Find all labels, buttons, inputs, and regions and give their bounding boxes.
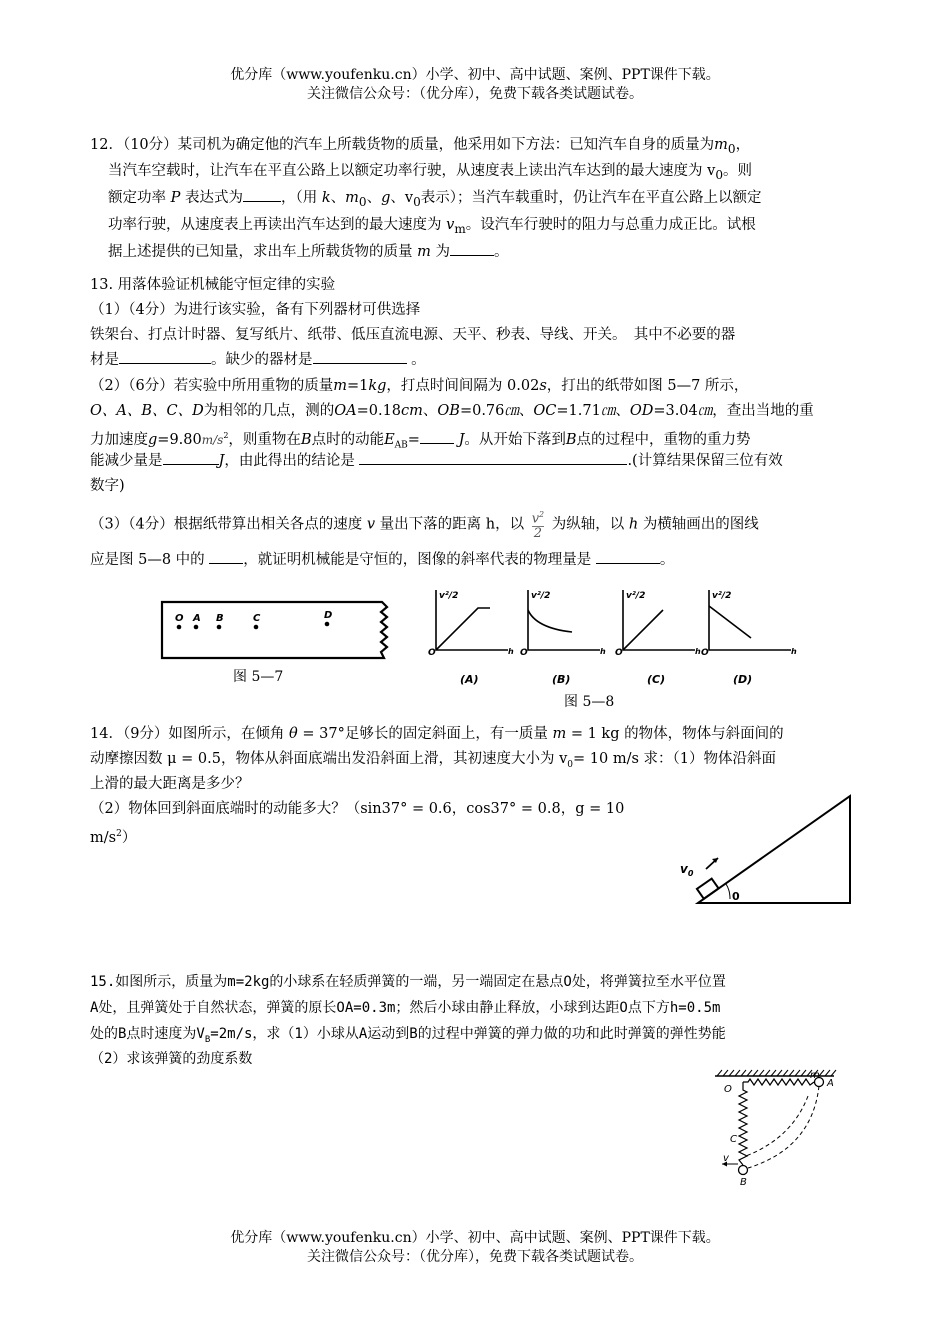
ceiling-hatch [729, 1070, 734, 1076]
q13-part-2-line-2: O、A、B、C、D为相邻的几点，测的OA=0.18cm、OB=0.76㎝、OC=1.71㎝、OD=3.04㎝，查出当地的重 [90, 403, 814, 419]
q13-equipment-blanks: 材是 。缺少的器材是 。 [90, 347, 862, 373]
graph-d-curve [709, 606, 751, 638]
graph-c-origin: O [615, 648, 623, 658]
graph-c-ylabel: v²/2 [626, 591, 646, 601]
q12-line-4: 功率行驶，从速度表上再读出汽车达到的最大速度为 $v_m$。设汽车行驶时的阻力与总重力成正比。试根 [108, 217, 756, 236]
ceiling-hatch [825, 1070, 830, 1076]
q15-line-4: （2）求该弹簧的劲度系数 [90, 1051, 253, 1067]
ceiling-hatch [831, 1070, 836, 1076]
tape-label-d: D [324, 610, 333, 621]
graph-d-origin: O [701, 648, 709, 658]
figure-incline [676, 794, 856, 906]
page-footer [0, 1229, 950, 1267]
answer-blank[interactable] [243, 186, 281, 202]
q13-part-1: （1）（4分）为进行该实验，备有下列器材可供选择 [90, 302, 421, 318]
ceiling-hatch [783, 1070, 788, 1076]
q13-part-2-line-3: 力加速度$g=9.80m/s^2$，则重物在B点时的动能$E_{AB}= J$。从开始下落到B点的过程中，重物的重力势 [90, 423, 862, 459]
graph-b-ylabel: v²/2 [531, 591, 551, 601]
figure-5-7-caption: 图 5—7 [233, 669, 284, 685]
trajectory-outer [748, 1086, 819, 1168]
q15-line-3: 处的B点时速度为$V_B=2m/s$，求（1）小球从A运动到B的过程中弹簧的弹力做的功和此时弹簧的弹性势能 [90, 1026, 726, 1045]
graph-c-letter: (C) [647, 673, 666, 686]
answer-blank[interactable] [596, 548, 660, 564]
q15-line-2: A处，且弹簧处于自然状态，弹簧的原长OA=0.3m；然后小球由静止释放，小球到达距O点下方h=0.5m [90, 1000, 721, 1016]
figure-spring-pendulum [712, 1068, 852, 1188]
tape-label-a: A [193, 613, 201, 624]
tape-dot-c [254, 625, 259, 630]
q15-line-1: 15.如图所示，质量为m=2kg的小球系在轻质弹簧的一端，另一端固定在悬点O处，将弹簧拉至水平位置 [90, 974, 726, 990]
graph-a [428, 590, 514, 686]
tape-dot-d [325, 622, 330, 627]
ceiling-hatch [735, 1070, 740, 1076]
graph-c [615, 590, 701, 686]
footer-line-2: 关注微信公众号：（优分库），免费下载各类试题试卷。 [307, 1249, 643, 1265]
tape-dot-a [194, 625, 199, 630]
graph-b-letter: (B) [552, 673, 571, 686]
label-b: B [740, 1177, 747, 1188]
answer-blank[interactable] [119, 348, 211, 364]
q13-part-2-line-4: 能减少量是 J，由此得出的结论是 .(计算结果保留三位有效 [90, 448, 862, 474]
q13-equipment-list: 铁架台、打点计时器、复写纸片、纸带、低压直流电源、天平、秒表、导线、开关。 其中不必要的器 [90, 327, 736, 343]
page-header [0, 66, 950, 104]
label-a: A [827, 1078, 834, 1089]
ceiling-hatch [759, 1070, 764, 1076]
q13-part-2-line-1: （2）（6分）若实验中所用重物的质量m=1kg，打点时间间隔为 0.02s，打出的纸带如图 5—7 所示， [90, 378, 749, 394]
q14-line-3: 上滑的最大距离是多少？ [90, 776, 250, 792]
tape-label-o: O [175, 613, 184, 624]
q13-part-2-line-5: 数字) [90, 478, 125, 494]
tape-dot-o [177, 625, 182, 630]
q14-line-4: （2）物体回到斜面底端时的动能多大？（sin37° = 0.6，cos37° = 0.8，g = 10 [90, 801, 625, 817]
ceiling-hatch [723, 1070, 728, 1076]
ceiling-hatch [717, 1070, 722, 1076]
ceiling-hatch [795, 1070, 800, 1076]
graph-b-xlabel: h [600, 647, 606, 656]
ball-at-b [739, 1166, 748, 1175]
ceiling-hatch [747, 1070, 752, 1076]
answer-blank[interactable] [420, 428, 454, 444]
ceiling-hatch [789, 1070, 794, 1076]
graph-b-curve [528, 610, 572, 632]
ceiling-hatch [741, 1070, 746, 1076]
tape-label-c: C [253, 613, 261, 624]
spring-horizontal [743, 1079, 814, 1085]
ceiling-hatch [801, 1070, 806, 1076]
ceiling-hatch [819, 1070, 824, 1076]
label-angle: 0 [732, 890, 740, 903]
graph-b [520, 590, 606, 686]
tape-label-b: B [216, 613, 224, 624]
footer-line-1: 优分库（www.youfenku.cn）小学、初中、高中试题、案例、PPT课件下载。 [230, 1230, 720, 1246]
ceiling-hatch [765, 1070, 770, 1076]
graph-a-letter: (A) [460, 673, 479, 686]
q13-part-3-line-2: 应是图 5—8 中的 ，就证明机械能是守恒的，图像的斜率代表的物理量是 。 [90, 547, 862, 573]
header-line-1: 优分库（www.youfenku.cn）小学、初中、高中试题、案例、PPT课件下载。 [230, 67, 720, 83]
graph-a-curve [436, 608, 490, 650]
q14-line-5: $m/s^2$） [90, 829, 137, 846]
figure-5-8-caption: 图 5—8 [564, 694, 615, 710]
fraction-v2-over-2: $\frac{v^2}{2}$ [531, 510, 545, 542]
graph-c-xlabel: h [695, 647, 701, 656]
q14-line-2: 动摩擦因数 μ = 0.5，物体从斜面底端出发沿斜面上滑，其初速度大小为 $v_0= 10$ m/s 求：（1）物体沿斜面 [90, 751, 776, 770]
answer-blank[interactable] [359, 449, 627, 465]
graph-d-xlabel: h [791, 647, 797, 656]
q12-line-2: 当汽车空载时，让汽车在平直公路上以额定功率行驶，从速度表上读出汽车达到的最大速度为 $v_0$。则 [108, 163, 752, 182]
tape-dot-b [217, 625, 222, 630]
figure-5-7-tape [160, 600, 396, 660]
label-c: C [730, 1134, 737, 1145]
graph-c-curve [623, 610, 663, 650]
spring-vertical [739, 1082, 747, 1165]
incline-block [697, 879, 719, 899]
graph-d-letter: (D) [733, 673, 753, 686]
q13-title: 13. 用落体验证机械能守恒定律的实验 [90, 277, 336, 293]
ceiling-hatch [753, 1070, 758, 1076]
answer-blank[interactable] [313, 348, 407, 364]
q13-part-3-line-1: （3）（4分）根据纸带算出相关各点的速度 v 量出下落的距离 h，以 $\frac{v^2}{2}$ 为纵轴，以 h 为横轴画出的图线 [90, 510, 759, 542]
graph-d [701, 590, 797, 686]
graph-b-origin: O [520, 648, 528, 658]
ceiling-hatch [771, 1070, 776, 1076]
header-line-2: 关注微信公众号：（优分库），免费下载各类试题试卷。 [307, 86, 643, 102]
answer-blank[interactable] [209, 548, 243, 564]
q14-line-1: 14．（9分）如图所示，在倾角 θ = 37°足够长的固定斜面上，有一质量 m = 1 kg 的物体，物体与斜面间的 [90, 726, 784, 742]
answer-blank[interactable] [163, 449, 219, 465]
label-v: v [723, 1153, 729, 1164]
graph-a-origin: O [428, 648, 436, 658]
label-m: m [810, 1070, 820, 1081]
graph-a-ylabel: v²/2 [439, 591, 459, 601]
label-v0: $v_0$ [680, 862, 694, 878]
q12-line-1: 12．（10分）某司机为确定他的汽车上所载货物的质量，他采用如下方法：已知汽车自身的质量为$m_0$， [90, 137, 751, 156]
answer-blank[interactable] [450, 240, 494, 256]
trajectory-inner [746, 1096, 808, 1156]
graph-d-ylabel: v²/2 [712, 591, 732, 601]
figure-5-8-graphs [428, 588, 797, 688]
graph-a-xlabel: h [508, 647, 514, 656]
angle-arc [726, 884, 730, 899]
ceiling-hatch [777, 1070, 782, 1076]
label-o: O [724, 1084, 732, 1095]
q12-line-3: 额定功率 P 表达式为 ，（用 k、$m_0$、g、$v_0$表示）；当汽车载重时，仍让汽车在平直公路上以额定 [108, 185, 862, 215]
q12-line-5: 据上述提供的已知量，求出车上所载货物的质量 m 为 。 [108, 239, 862, 265]
